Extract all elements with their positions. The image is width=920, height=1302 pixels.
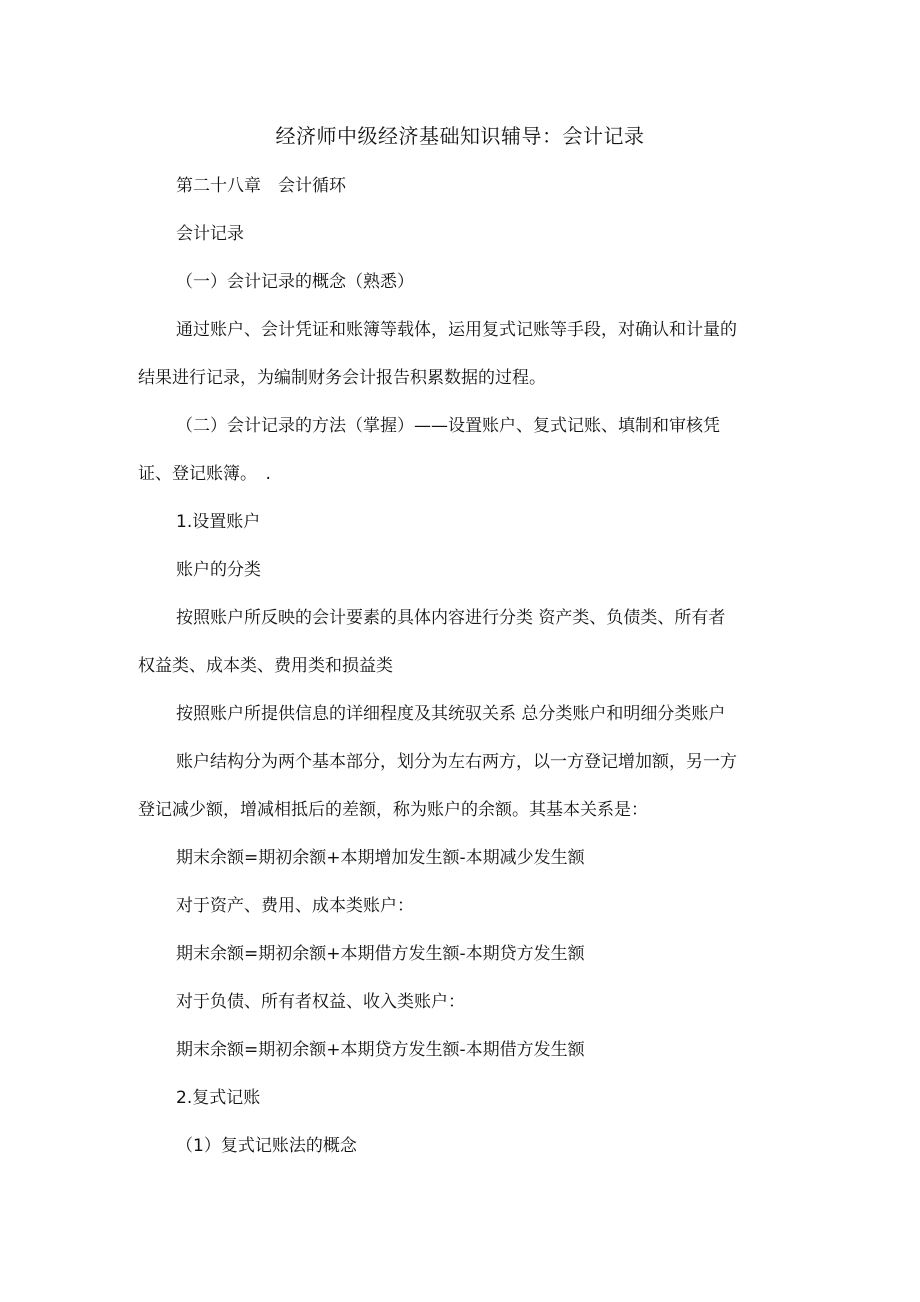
section-heading: 会计记录 bbox=[176, 224, 244, 244]
paragraph-line: 权益类、成本类、费用类和损益类 bbox=[138, 656, 393, 676]
paragraph-line: 按照账户所反映的会计要素的具体内容进行分类 资产类、负债类、所有者 bbox=[176, 608, 726, 628]
formula-line: 期末余额=期初余额+本期增加发生额-本期减少发生额 bbox=[176, 848, 585, 868]
paragraph-line: 通过账户、会计凭证和账簿等载体，运用复式记账等手段，对确认和计量的 bbox=[176, 320, 737, 340]
paragraph-line: 证、登记账簿。 . bbox=[138, 464, 271, 484]
subsection-heading-concept: （一）会计记录的概念（熟悉） bbox=[176, 272, 414, 292]
formula-line: 期末余额=期初余额+本期贷方发生额-本期借方发生额 bbox=[176, 1040, 585, 1060]
subsection-heading-double-entry-concept: （1）复式记账法的概念 bbox=[176, 1136, 357, 1156]
subsection-heading-accounts: 1.设置账户 bbox=[176, 512, 261, 532]
formula-line: 期末余额=期初余额+本期借方发生额-本期贷方发生额 bbox=[176, 944, 585, 964]
paragraph-line: 对于资产、费用、成本类账户： bbox=[176, 896, 414, 916]
chapter-heading: 第二十八章 会计循环 bbox=[176, 176, 346, 196]
document-title: 经济师中级经济基础知识辅导：会计记录 bbox=[275, 124, 645, 148]
subsection-heading-double-entry: 2.复式记账 bbox=[176, 1088, 261, 1108]
paragraph-line: （二）会计记录的方法（掌握）——设置账户、复式记账、填制和审核凭 bbox=[176, 416, 720, 436]
subsection-heading-classification: 账户的分类 bbox=[176, 560, 261, 580]
paragraph-line: 对于负债、所有者权益、收入类账户： bbox=[176, 992, 465, 1012]
paragraph-line: 登记减少额，增减相抵后的差额，称为账户的余额。其基本关系是： bbox=[138, 800, 648, 820]
paragraph-line: 按照账户所提供信息的详细程度及其统驭关系 总分类账户和明细分类账户 bbox=[176, 704, 726, 724]
paragraph-line: 结果进行记录，为编制财务会计报告积累数据的过程。 bbox=[138, 368, 546, 388]
paragraph-line: 账户结构分为两个基本部分，划分为左右两方，以一方登记增加额，另一方 bbox=[176, 752, 737, 772]
